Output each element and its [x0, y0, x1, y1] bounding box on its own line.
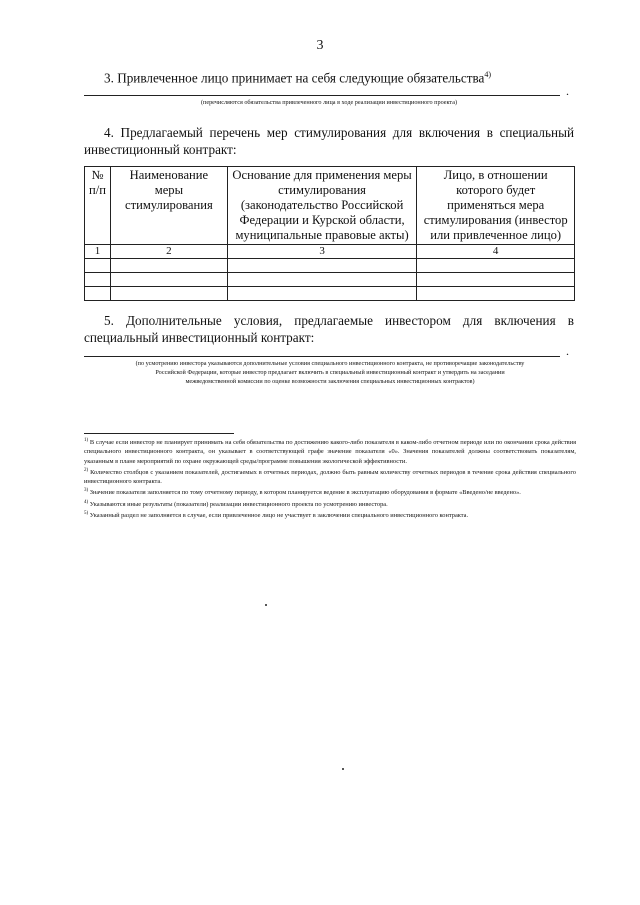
footnote-ref: 2) [84, 467, 89, 473]
footnote-5 [84, 509, 576, 520]
table-row [85, 273, 575, 287]
table-cell [417, 287, 575, 301]
table-header-row [85, 167, 575, 245]
section-3-paragraph [84, 66, 574, 86]
section-5-caption: (по усмотрению инвестора указываются дополнительные условия специального инвестиционного контракта, не противоречащие законодательству Российской Федерации, которые инвестор предлагает включить в специальный инвестиционный контракт и утвердить на заседании межведомственной комиссии по оценке возможности заключения специальных инвестиционных контрактов) [135, 360, 525, 385]
footnote-ref: 3) [84, 488, 89, 494]
section-3-caption: (перечисляются обязательства привлеченного лица в ходе реализации инвестиционного проекта) [200, 99, 458, 106]
table-numbering-row [85, 245, 575, 259]
table-cell [110, 273, 227, 287]
table-cell [417, 259, 575, 273]
table-cell [227, 273, 417, 287]
header-applicable-person: Лицо, в отношении которого будет применяться мера стимулирования (инвестор или привлеченное лицо) [417, 167, 575, 245]
footnote-ref: 4) [84, 499, 89, 505]
column-number-2: 2 [110, 245, 227, 259]
column-number-4: 4 [417, 245, 575, 259]
footnote-text: Количество столбцов с указанием показателей, достигаемых в отчетных периодах, должно быть равным количеству отчетных периодов в течение срока действия специального инвестиционного контракта. [84, 468, 576, 486]
header-number: № п/п [85, 167, 111, 245]
header-legal-basis: Основание для применения меры стимулирования (законодательство Российской Федерации и Курской области, муниципальные правовые акты) [227, 167, 417, 245]
measures-table [84, 166, 575, 301]
page-number: 3 [316, 38, 324, 53]
section-5-trail-dot: . [566, 344, 569, 358]
scan-speck [265, 604, 267, 606]
footnote-3 [84, 486, 576, 497]
column-number-3: 3 [227, 245, 417, 259]
table-row [85, 259, 575, 273]
table-cell [227, 287, 417, 301]
section-5-fill-line [84, 356, 560, 357]
footnote-text: Значение показателя заполняется по тому отчетному периоду, в котором планируется ведение в эксплуатацию оборудования в формате «Введено/не введено». [89, 489, 521, 497]
section-3-text: 3. Привлеченное лицо принимает на себя следующие обязательства [104, 70, 485, 86]
footnote-ref: 5) [84, 510, 89, 516]
section-3-footnote-ref: 4) [484, 70, 492, 79]
footnote-text: Указываются иные результаты (показатели) реализации инвестиционного проекта по усмотрению инвестора. [89, 500, 388, 508]
table-row [85, 287, 575, 301]
footnote-separator [84, 433, 234, 434]
table-cell [85, 259, 111, 273]
footnote-4 [84, 498, 576, 509]
header-measure-name: Наименование меры стимулирования [110, 167, 227, 245]
footnote-text: Указанный раздел не заполняется в случае, если привлеченное лицо не участвует в заключении специального инвестиционного контракта. [89, 512, 469, 520]
table-cell [417, 273, 575, 287]
table-cell [110, 287, 227, 301]
footnote-1 [84, 436, 576, 466]
scan-speck [342, 768, 344, 770]
table-cell [110, 259, 227, 273]
section-3-trail-dot: . [566, 84, 569, 98]
section-5-paragraph: 5. Дополнительные условия, предлагаемые инвестором для включения в специальный инвестиционный контракт: [84, 313, 574, 345]
section-3-fill-line [84, 95, 560, 96]
table-cell [227, 259, 417, 273]
column-number-1: 1 [85, 245, 111, 259]
footnotes-block [84, 436, 576, 520]
table-cell [85, 287, 111, 301]
footnote-text: В случае если инвестор не планирует принимать на себя обязательства по достижению какого-либо показателя в каком-либо отчетном периоде или по окончании срока действия специального инвестиционного контракта, он указывает в соответствующей графе значение показателя «0». Значения показателей должны соответствовать показателям, указанным в плане мероприятий по охране окружающей среды/программе повышения экологической эффективности. [84, 439, 577, 465]
table-cell [85, 273, 111, 287]
footnote-2 [84, 466, 576, 487]
section-4-paragraph: 4. Предлагаемый перечень мер стимулирования для включения в специальный инвестиционный контракт: [84, 125, 574, 157]
footnote-ref: 1) [84, 438, 89, 443]
